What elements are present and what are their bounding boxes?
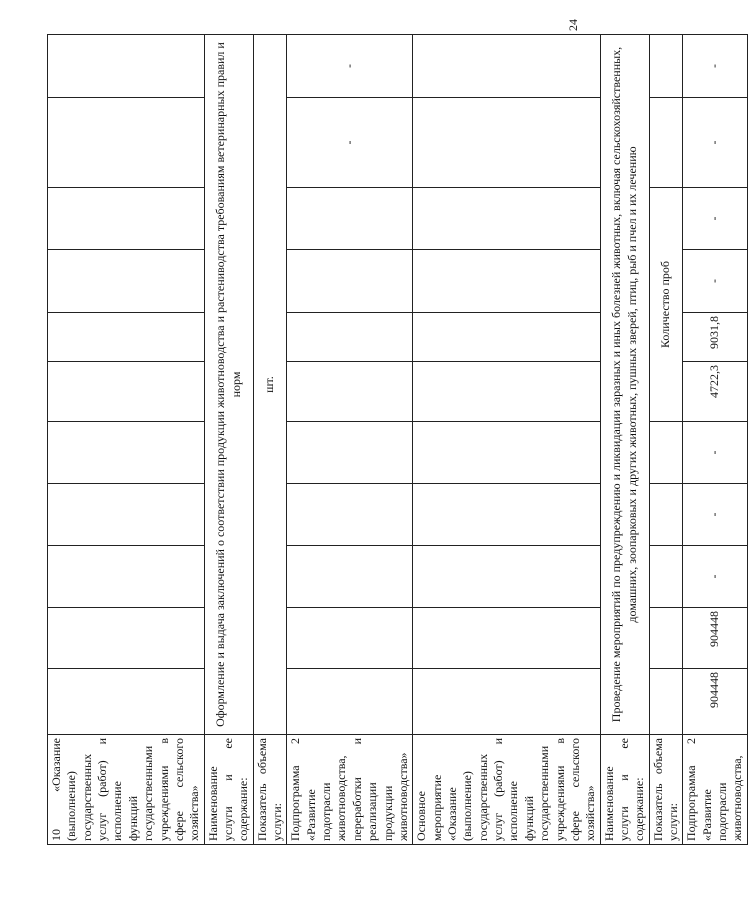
table-row: [683, 35, 747, 845]
table-cell: 4722,3: [683, 362, 747, 422]
row-label-service-name: Наименование услуги и ее содержание:: [600, 735, 649, 845]
row-label-volume-indicator: Показатель объема услуги:: [649, 735, 683, 845]
table-cell: -: [683, 98, 747, 188]
table-row: [204, 35, 253, 845]
table-row: [287, 35, 413, 845]
table-row: [600, 35, 649, 845]
page-number: 24: [566, 19, 580, 31]
table-cell: -: [287, 98, 413, 188]
volume-unit: Количество проб: [649, 188, 683, 422]
service-description: Проведение мероприятий по предупреждению и ликвидации заразных и иных болезней животных, включая сельскохозяйственных, домашних, зоопарковых и других животных, пушных зверей, птиц, рыб и пчел и их лечению: [600, 35, 649, 735]
budget-table: [47, 34, 748, 845]
table-row: [413, 35, 600, 845]
table-cell: 9031,8: [683, 313, 747, 362]
table-row: [48, 35, 205, 845]
row-label-main-event: Основное мероприятие «Оказание (выполнение) государственных услуг (работ) и исполнение функций государственными учреждениями в сфере сельского хозяйства»: [413, 735, 600, 845]
row-label-volume-indicator: Показатель объема услуги:: [253, 735, 287, 845]
table-cell: -: [683, 422, 747, 484]
table-row: [649, 35, 683, 845]
table-cell: -: [287, 35, 413, 98]
service-description: Оформление и выдача заключений о соответствии продукции животноводства и растениводства требованиям ветеринарных правил и норм: [204, 35, 253, 735]
rotated-table-wrapper: [47, 35, 745, 845]
table-cell: -: [683, 484, 747, 546]
row-label-subprogram-2: Подпрограмма 2 «Развитие подотрасли животноводства, переработки и реализации продукции животноводства»: [287, 735, 413, 845]
table-cell: -: [683, 188, 747, 250]
volume-unit: шт.: [253, 35, 287, 735]
row-label-subevent-10: 10 «Оказание (выполнение) государственных услуг (работ) и исполнение функций государственными учреждениями в сфере сельского хозяйства»: [48, 735, 205, 845]
row-label-subprogram-2: Подпрограмма 2 «Развитие подотрасли животноводства,: [683, 735, 747, 845]
table-cell: -: [683, 250, 747, 313]
table-row: [253, 35, 287, 845]
table-cell: 904448: [683, 669, 747, 735]
table-cell: -: [683, 546, 747, 608]
table-cell: 904448: [683, 608, 747, 669]
row-label-service-name: Наименование услуги и ее содержание:: [204, 735, 253, 845]
table-cell: -: [683, 35, 747, 98]
